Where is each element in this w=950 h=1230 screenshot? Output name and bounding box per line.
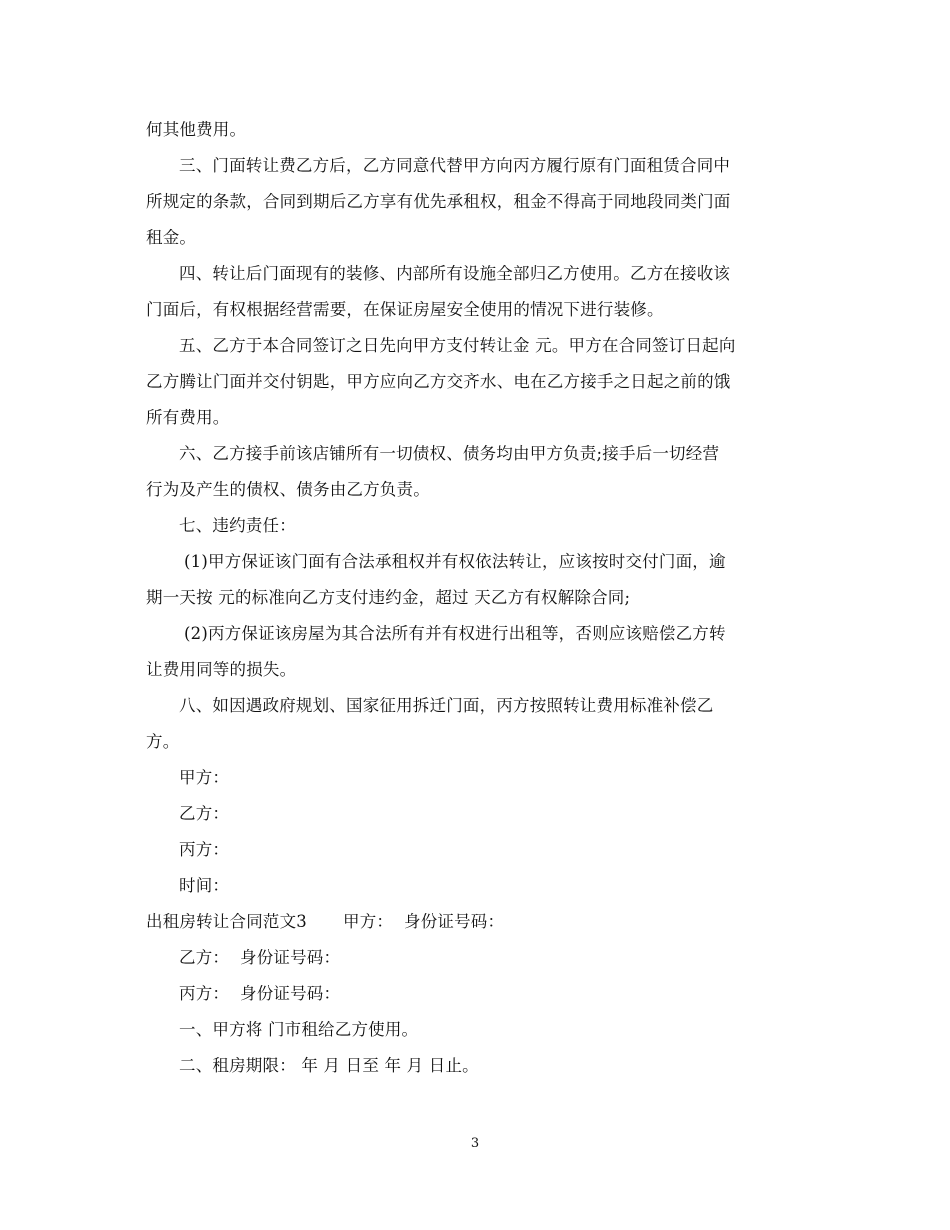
signature-party-a: 甲方：	[179, 768, 230, 787]
text-line: 门面后，有权根据经营需要，在保证房屋安全使用的情况下进行装修。	[146, 300, 664, 319]
text-line: 方。	[146, 732, 180, 751]
text-line: (2)丙方保证该房屋为其合法所有并有权进行出租等，否则应该赔偿乙方转	[184, 624, 726, 643]
text-line: 所有费用。	[146, 408, 230, 427]
signature-date: 时间：	[179, 876, 230, 895]
text-line: 让费用同等的损失。	[146, 660, 297, 679]
text-line: 三、门面转让费乙方后，乙方同意代替甲方向丙方履行原有门面租赁合同中	[179, 156, 731, 175]
text-line: 期一天按 元的标准向乙方支付违约金，超过 天乙方有权解除合同;	[146, 588, 631, 607]
document-body	[146, 112, 814, 1084]
text-line: 何其他费用。	[146, 120, 247, 139]
text-line: 二、租房期限： 年 月 日至 年 月 日止。	[179, 1056, 479, 1075]
page-number: 3	[470, 1136, 480, 1151]
id-number-label: 身份证号码：	[404, 912, 505, 931]
signature-party-b: 乙方：	[179, 804, 230, 823]
text-line: 租金。	[146, 228, 197, 247]
text-line: 一、甲方将 门市租给乙方使用。	[179, 1020, 419, 1039]
section-title: 出租房转让合同范文3	[146, 912, 307, 931]
party-a-label: 甲方：	[343, 912, 394, 931]
text-line: 七、违约责任：	[179, 516, 296, 535]
text-line: 八、如因遇政府规划、国家征用拆迁门面，丙方按照转让费用标准补偿乙	[179, 696, 714, 715]
text-line: 乙方腾让门面并交付钥匙，甲方应向乙方交齐水、电在乙方接手之日起之前的饿	[146, 372, 731, 391]
text-line: 四、转让后门面现有的装修、内部所有设施全部归乙方使用。乙方在接收该	[179, 264, 731, 283]
text-line: 五、乙方于本合同签订之日先向甲方支付转让金 元。甲方在合同签订日起向	[179, 336, 736, 355]
signature-party-c: 丙方：	[179, 840, 230, 859]
text-line: 行为及产生的债权、债务由乙方负责。	[146, 480, 430, 499]
text-line: (1)甲方保证该门面有合法承租权并有权依法转让，应该按时交付门面，逾	[184, 552, 726, 571]
section-heading-line	[146, 904, 814, 940]
party-b-id-line: 乙方： 身份证号码：	[179, 948, 341, 967]
party-c-id-line: 丙方： 身份证号码：	[179, 984, 341, 1003]
text-line: 六、乙方接手前该店铺所有一切债权、债务均由甲方负责;接手后一切经营	[179, 444, 720, 463]
text-line: 所规定的条款，合同到期后乙方享有优先承租权，租金不得高于同地段同类门面	[146, 192, 731, 211]
